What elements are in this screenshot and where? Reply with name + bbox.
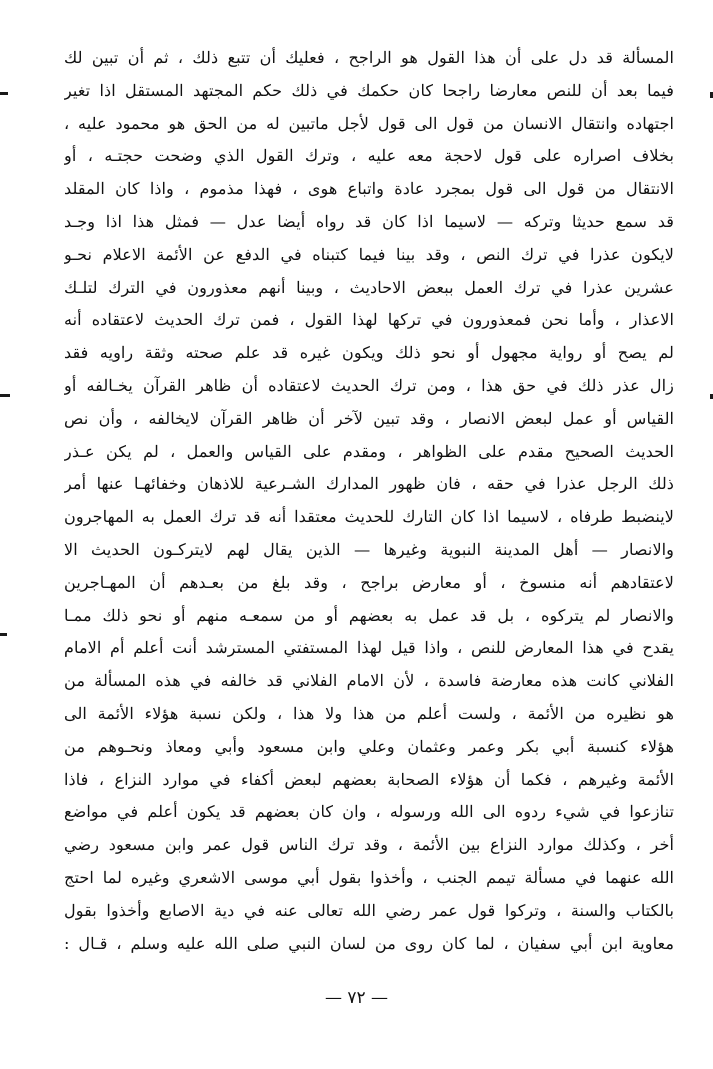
text-line: لم يصح أو رواية مجهول أو نحو ذلك ويكون غيره قد علم صحته وثقة راويه فقد — [64, 343, 674, 363]
margin-mark — [0, 633, 7, 636]
text-line: هؤلاء كنسبة أبي بكر وعمر وعثمان وعلي وابن مسعود وأبي ومعاذ ونحـوهم من — [64, 736, 674, 756]
text-line: لاينضبط طرفاه ، لاسيما اذا كان التارك للحديث معتقدا أنه قد ترك العمل به المهاجرون — [64, 507, 674, 527]
text-line: معاوية ابن أبي سفيان ، لما كان روى من لسان النبي صلى الله عليه وسلم ، قـال : — [64, 933, 674, 953]
text-line: زال عذر ذلك في حق هذا ، ومن ترك الحديث لاعتقاده أن ظاهر القرآن يخـالفه أو — [64, 375, 674, 395]
text-line: لاعتقادهم أنه منسوخ ، أو معارض براجح ، وقد بلغ من بعـدهم أن المهـاجرين — [64, 572, 674, 592]
text-line: يقدح في هذا المعارض للنص ، واذا قيل لهذا المستفتي المسترشد أنت أعلم أم الامام — [64, 638, 674, 658]
text-line: بخلاف اصراره على قول لاحجة معه عليه ، وترك القول الذي وضحت حجتـه ، أو — [64, 146, 674, 166]
text-line: والانصار — أهل المدينة النبوية وغيرها — الذين يقال لهم لايتركـون الحديث الا — [64, 539, 674, 559]
margin-mark — [0, 92, 8, 95]
text-line: الاعذار ، وأما نحن فمعذورون في تركها لهذا القول ، فمن ترك الحديث لاعتقاده أنه — [64, 310, 674, 330]
text-line: القياس أو عمل لبعض الانصار ، وقد تبين لآخر أن ظاهر القرآن لايخالفه ، وأن نص — [64, 408, 674, 428]
text-line: تنازعوا في شيء ردوه الى الله ورسوله ، وان كان بعضهم قد يكون أعلم في مواضع — [64, 802, 674, 822]
page-number: — ٧٢ — — [324, 988, 389, 1008]
text-line: المسألة قد دل على أن هذا القول هو الراجح ، فعليك أن تتبع ذلك ، ثم أن تبين لك — [64, 48, 674, 67]
text-line: هو نظيره من الأئمة ، ولست أعلم من هذا ولا هذا ، ولكن نسبة هؤلاء الأئمة الى — [64, 703, 674, 723]
text-line: عشرين عذرا في ترك العمل ببعض الاحاديث ، وبينا أنهم معذورون في الترك لتلـك — [64, 277, 674, 297]
margin-mark — [0, 394, 10, 397]
text-line: الفلاني كانت هذه معارضة فاسدة ، لأن الامام الفلاني قد خالفه في هذه المسألة من — [64, 671, 674, 691]
text-line: فيما بعد أن للنص معارضا راجحا كان حكمك في ذلك حكم المجتهد المستقل اذا تغير — [64, 80, 674, 100]
text-line: أخر ، وكذلك موارد النزاع بين الأئمة ، وقد ترك الناس قول عمر وابن مسعود رضي — [64, 835, 674, 855]
text-line: اجتهاده وانتقال الانسان من قول الى قول لأجل ماتبين له من الحق هو محمود عليه ، — [64, 113, 674, 133]
text-line: والانصار لم يتركوه ، بل قد عمل به بعضهم أو من سمعـه منهم أو نحو ذلك ممـا — [64, 605, 674, 625]
text-line: لايكون عذرا في ترك النص ، وقد بينا فيما كتبناه في الدفع عن الأئمة الاعلام نحـو — [64, 244, 674, 264]
text-line: الأئمة وغيرهم ، فكما أن هؤلاء الصحابة بعضهم لبعض أكفاء في موارد النزاع ، فاذا — [64, 769, 674, 789]
text-line: قد سمع حديثا وتركه — لاسيما اذا كان قد رواه أيضا عدل — فمثل هذا اذا وجـد — [64, 211, 674, 231]
text-line: الحديث الصحيح مقدم على الظواهر ، ومقدم على القياس والعمل ، لم يكن عـذر — [64, 441, 674, 461]
text-line: بالكتاب والسنة ، وتركوا قول عمر رضي الله تعالى عنه في دية الاصابع وأخذوا بقول — [64, 900, 674, 920]
text-line: الله عنهما في مسألة تيمم الجنب ، وأخذوا بقول أبي موسى الاشعري وغيره لما احتج — [64, 867, 674, 887]
body-text — [64, 42, 674, 960]
text-line: الانتقال من قول الى قول بمجرد عادة واتباع هوى ، فهذا مذموم ، واذا كان المقلد — [64, 179, 674, 199]
text-line: ذلك الرجل عذرا في حقه ، فان ظهور المدارك الشـرعية للاذهان وخفائهـا عنها أمر — [64, 474, 674, 494]
